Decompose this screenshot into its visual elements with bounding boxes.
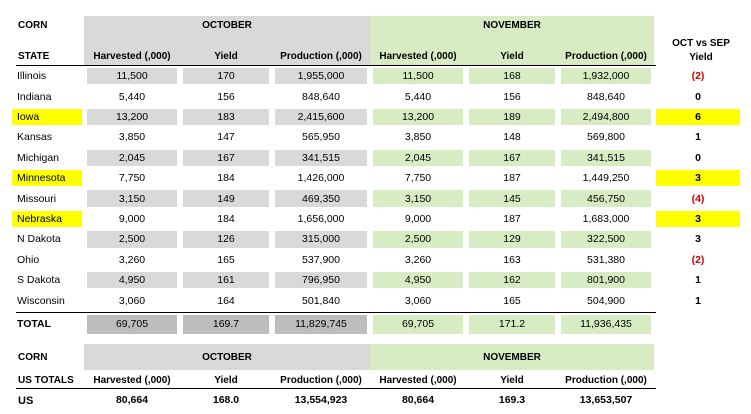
- state-label: S Dakota: [17, 274, 61, 287]
- row-cell-n_p: 801,900: [561, 272, 651, 288]
- row-cell-o_p: 537,900: [302, 253, 340, 266]
- state-header: STATE: [18, 51, 50, 62]
- row-cell-o_p: 469,350: [275, 190, 367, 206]
- us-totals-label: US TOTALS: [18, 375, 74, 386]
- row-cell-o_y: 126: [183, 231, 269, 247]
- diff-header-line1: OCT vs SEP: [672, 38, 730, 49]
- oct-vs-sep-yield: 0: [695, 90, 701, 103]
- row-cell-n_h: 9,000: [404, 212, 432, 225]
- row-cell-n_p: 848,640: [587, 90, 625, 103]
- row-cell-n_y: 129: [469, 231, 555, 247]
- total-cell-o_h: 69,705: [87, 315, 177, 334]
- row-cell-o_p: 848,640: [302, 90, 340, 103]
- total-cell-n_p: 11,936,435: [561, 315, 651, 334]
- row-cell-o_y: 170: [183, 68, 269, 84]
- row-cell-n_y: 145: [469, 190, 555, 206]
- total-cell-n_y: 171.2: [469, 315, 555, 334]
- row-cell-o_h: 11,500: [87, 68, 177, 84]
- state-label: Indiana: [17, 90, 52, 103]
- bottom-corner-label: CORN: [18, 352, 48, 363]
- row-cell-n_h: 3,150: [373, 190, 463, 206]
- row-cell-o_h: 3,260: [118, 253, 146, 266]
- bottom-nov-yield-header: Yield: [500, 375, 524, 386]
- nov-production-header: Production (,000): [565, 51, 647, 62]
- row-cell-n_h: 5,440: [404, 90, 432, 103]
- header-divider: [16, 65, 656, 66]
- row-cell-n_h: 3,260: [404, 253, 432, 266]
- us-oct-harvested: 80,664: [115, 394, 149, 406]
- row-cell-n_p: 1,932,000: [561, 68, 651, 84]
- row-cell-n_h: 4,950: [373, 272, 463, 288]
- total-cell-o_y: 169.7: [183, 315, 269, 334]
- row-cell-n_p: 569,800: [587, 131, 625, 144]
- row-cell-o_y: 184: [217, 172, 235, 185]
- row-cell-o_y: 149: [183, 190, 269, 206]
- row-cell-n_p: 531,380: [587, 253, 625, 266]
- bottom-oct-yield-header: Yield: [214, 375, 238, 386]
- row-cell-n_h: 11,500: [373, 68, 463, 84]
- total-label: TOTAL: [17, 317, 52, 330]
- row-cell-o_h: 9,000: [118, 212, 146, 225]
- row-cell-o_p: 1,955,000: [275, 68, 367, 84]
- row-cell-n_y: 148: [503, 131, 521, 144]
- bottom-october-title: OCTOBER: [202, 352, 252, 363]
- row-cell-o_p: 796,950: [275, 272, 367, 288]
- row-cell-o_h: 5,440: [118, 90, 146, 103]
- state-label: Michigan: [17, 151, 60, 164]
- oct-vs-sep-yield: 3: [656, 211, 740, 227]
- october-title: OCTOBER: [202, 20, 252, 31]
- state-label: Nebraska: [12, 211, 82, 227]
- row-cell-n_y: 187: [503, 172, 521, 185]
- row-cell-o_y: 183: [183, 109, 269, 125]
- oct-vs-sep-yield: 1: [695, 131, 701, 144]
- us-nov-yield: 169.3: [498, 394, 526, 406]
- us-nov-production: 13,653,507: [579, 394, 633, 406]
- row-cell-o_h: 7,750: [118, 172, 146, 185]
- row-cell-o_y: 147: [217, 131, 235, 144]
- oct-vs-sep-yield: 1: [695, 274, 701, 287]
- row-cell-o_p: 315,000: [275, 231, 367, 247]
- state-label: Wisconsin: [17, 294, 65, 307]
- total-cell-o_p: 11,829,745: [275, 315, 367, 334]
- diff-header-line2: Yield: [689, 52, 713, 63]
- state-label: Missouri: [17, 192, 57, 205]
- row-cell-o_y: 184: [217, 212, 235, 225]
- oct-yield-header: Yield: [214, 51, 238, 62]
- row-cell-n_p: 2,494,800: [561, 109, 651, 125]
- row-cell-o_p: 1,426,000: [297, 172, 345, 185]
- oct-production-header: Production (,000): [280, 51, 362, 62]
- oct-vs-sep-yield: (2): [691, 70, 705, 83]
- row-cell-n_y: 167: [469, 150, 555, 166]
- oct-vs-sep-yield: 6: [656, 109, 740, 125]
- us-nov-harvested: 80,664: [401, 394, 435, 406]
- state-label: Kansas: [17, 131, 53, 144]
- total-cell-n_h: 69,705: [373, 315, 463, 334]
- oct-vs-sep-yield: (2): [691, 253, 705, 266]
- oct-vs-sep-yield: 3: [695, 233, 701, 246]
- row-cell-o_p: 501,840: [302, 294, 340, 307]
- row-cell-n_y: 189: [469, 109, 555, 125]
- row-cell-o_p: 1,656,000: [297, 212, 345, 225]
- row-cell-n_y: 187: [503, 212, 521, 225]
- row-cell-n_y: 163: [503, 253, 521, 266]
- row-cell-n_h: 2,500: [373, 231, 463, 247]
- row-cell-n_y: 156: [503, 90, 521, 103]
- row-cell-o_p: 565,950: [302, 131, 340, 144]
- row-cell-n_h: 3,850: [404, 131, 432, 144]
- row-cell-o_h: 2,045: [87, 150, 177, 166]
- row-cell-o_p: 2,415,600: [275, 109, 367, 125]
- row-cell-n_p: 456,750: [561, 190, 651, 206]
- total-divider: [16, 312, 656, 313]
- row-cell-o_h: 3,150: [87, 190, 177, 206]
- row-cell-o_h: 2,500: [87, 231, 177, 247]
- row-cell-n_h: 3,060: [404, 294, 432, 307]
- state-label: N Dakota: [17, 233, 61, 246]
- row-cell-o_y: 165: [217, 253, 235, 266]
- row-cell-o_h: 13,200: [87, 109, 177, 125]
- row-cell-n_p: 1,683,000: [582, 212, 630, 225]
- row-cell-n_h: 7,750: [404, 172, 432, 185]
- bottom-november-title: NOVEMBER: [483, 352, 541, 363]
- row-cell-n_y: 162: [469, 272, 555, 288]
- state-label: Ohio: [17, 253, 40, 266]
- nov-harvested-header: Harvested (,000): [379, 51, 457, 62]
- oct-vs-sep-yield: 3: [656, 170, 740, 186]
- us-label: US: [18, 395, 34, 407]
- row-cell-o_y: 161: [183, 272, 269, 288]
- row-cell-n_p: 504,900: [587, 294, 625, 307]
- bottom-nov-production-header: Production (,000): [565, 375, 647, 386]
- row-cell-n_y: 165: [503, 294, 521, 307]
- row-cell-n_h: 13,200: [373, 109, 463, 125]
- row-cell-o_y: 167: [183, 150, 269, 166]
- state-label: Illinois: [17, 70, 47, 83]
- row-cell-o_p: 341,515: [275, 150, 367, 166]
- bottom-nov-harvested-header: Harvested (,000): [379, 375, 457, 386]
- us-oct-production: 13,554,923: [294, 394, 348, 406]
- row-cell-o_h: 3,060: [118, 294, 146, 307]
- row-cell-o_y: 164: [217, 294, 235, 307]
- row-cell-o_h: 4,950: [87, 272, 177, 288]
- row-cell-n_p: 322,500: [561, 231, 651, 247]
- row-cell-n_p: 1,449,250: [582, 172, 630, 185]
- nov-yield-header: Yield: [500, 51, 524, 62]
- state-label: Minnesota: [12, 170, 82, 186]
- row-cell-n_y: 168: [469, 68, 555, 84]
- row-cell-n_h: 2,045: [373, 150, 463, 166]
- state-label: Iowa: [12, 109, 82, 125]
- bottom-oct-production-header: Production (,000): [280, 375, 362, 386]
- oct-harvested-header: Harvested (,000): [93, 51, 171, 62]
- row-cell-o_y: 156: [217, 90, 235, 103]
- row-cell-o_h: 3,850: [118, 131, 146, 144]
- bottom-oct-harvested-header: Harvested (,000): [93, 375, 171, 386]
- row-cell-n_p: 341,515: [561, 150, 651, 166]
- corner-label: CORN: [18, 20, 48, 31]
- oct-vs-sep-yield: (4): [691, 192, 705, 205]
- oct-vs-sep-yield: 0: [695, 151, 701, 164]
- november-title: NOVEMBER: [483, 20, 541, 31]
- bottom-header-divider: [16, 388, 656, 389]
- oct-vs-sep-yield: 1: [695, 294, 701, 307]
- us-oct-yield: 168.0: [212, 394, 240, 406]
